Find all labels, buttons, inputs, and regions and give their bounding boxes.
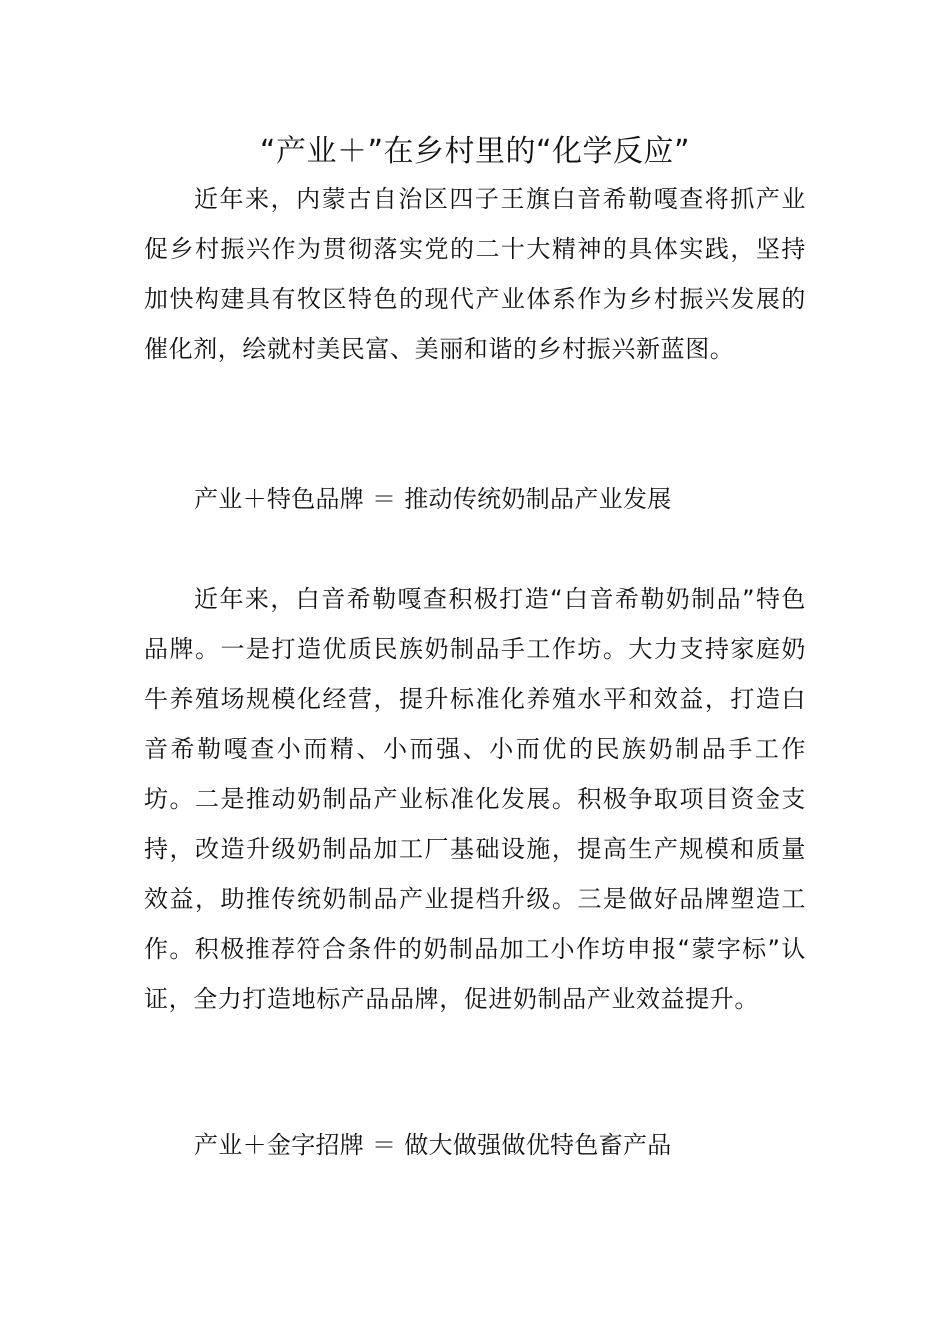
paragraph-intro: 近年来，内蒙古自治区四子王旗白音希勒嘎查将抓产业促乡村振兴作为贯彻落实党的二十大精神的具体实践，坚持加快构建具有牧区特色的现代产业体系作为乡村振兴发展的催化剂，绘就村美民富、美丽和谐的乡村振兴新蓝图。 — [144, 185, 806, 363]
document-title: “产业＋”在乡村里的“化学反应” — [259, 134, 691, 169]
paragraph-brand: 近年来，白音希勒嘎查积极打造“白音希勒奶制品”特色品牌。一是打造优质民族奶制品手工作坊。大力支持家庭奶牛养殖场规模化经营，提升标准化养殖水平和效益，打造白音希勒嘎查小而精、小而强、小而优的民族奶制品手工作坊。二是推动奶制品产业标准化发展。积极争取项目资金支持，改造升级奶制品加工厂基础设施，提高生产规模和质量效益，助推传统奶制品产业提档升级。三是做好品牌塑造工作。积极推荐符合条件的奶制品加工小作坊申报“蒙字标”认证，全力打造地标产品品牌，促进奶制品产业效益提升。 — [144, 585, 806, 1013]
section-heading-brand: 产业＋特色品牌 ＝ 推动传统奶制品产业发展 — [194, 485, 672, 513]
section-heading-gold-brand: 产业＋金字招牌 ＝ 做大做强做优特色畜产品 — [194, 1131, 672, 1159]
